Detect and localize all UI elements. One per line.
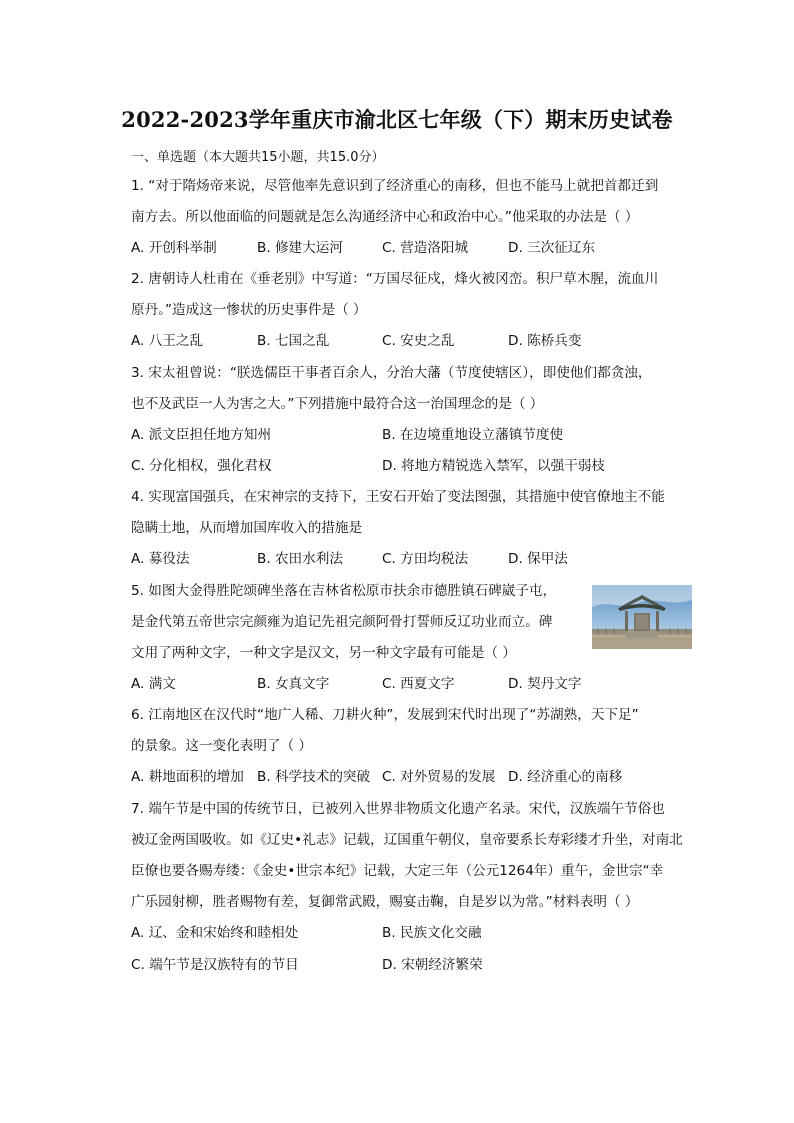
- q7-stem-line2: 被辽金两国吸收。如《辽史•礼志》记载，辽国重午朝仪，皇帝要系长寿彩缕才升坐，对南北: [131, 832, 683, 848]
- q1-option-c[interactable]: C. 营造洛阳城: [382, 240, 469, 256]
- q7-option-a[interactable]: A. 辽、金和宋始终和睦相处: [131, 925, 299, 941]
- section-heading: 一、单选题（本大题共15小题，共15.0分）: [131, 150, 385, 165]
- q2-stem-line1: 2. 唐朝诗人杜甫在《垂老别》中写道：“万国尽征戍，烽火被冈峦。积尸草木腥，流血川: [131, 271, 659, 287]
- exam-title: 2022-2023学年重庆市渝北区七年级（下）期末历史试卷: [121, 107, 673, 132]
- q3-option-d[interactable]: D. 将地方精锐选入禁军，以强干弱枝: [382, 458, 606, 474]
- q4-stem-line1: 4. 实现富国强兵，在宋神宗的支持下，王安石开始了变法图强，其措施中使官僚地主不能: [131, 489, 665, 505]
- q3-stem-line1: 3. 宋太祖曾说：“朕选儒臣干事者百余人，分治大藩（节度使辖区），即使他们都贪浊，: [131, 365, 652, 381]
- q5-stem-line2: 是金代第五帝世宗完颜雍为追记先祖完颜阿骨打誓师反辽功业而立。碑: [131, 614, 553, 630]
- q6-stem-line2: 的景象。这一变化表明了（ ）: [131, 738, 313, 754]
- q6-option-a[interactable]: A. 耕地面积的增加: [131, 769, 244, 785]
- q7-option-d[interactable]: D. 宋朝经济繁荣: [382, 957, 483, 973]
- q1-stem-line2: 南方去。所以他面临的问题就是怎么沟通经济中心和政治中心。”他采取的办法是（ ）: [131, 209, 639, 225]
- q3-option-a[interactable]: A. 派文臣担任地方知州: [131, 427, 272, 443]
- q5-option-b[interactable]: B. 女真文字: [257, 676, 330, 692]
- q2-option-b[interactable]: B. 七国之乱: [257, 333, 330, 349]
- q7-stem-line4: 广乐园射柳，胜者赐物有差，复御常武殿，赐宴击鞠，自是岁以为常。”材料表明（ ）: [131, 894, 639, 910]
- q3-option-b[interactable]: B. 在边境重地设立藩镇节度使: [382, 427, 564, 443]
- q1-option-b[interactable]: B. 修建大运河: [257, 240, 343, 256]
- q4-option-b[interactable]: B. 农田水利法: [257, 551, 343, 567]
- q6-option-c[interactable]: C. 对外贸易的发展: [382, 769, 496, 785]
- q4-stem-line2: 隐瞒土地，从而增加国库收入的措施是: [131, 520, 363, 536]
- q2-option-a[interactable]: A. 八王之乱: [131, 333, 204, 349]
- stele-pavilion-photo: [592, 585, 692, 649]
- q7-stem-line1: 7. 端午节是中国的传统节日，已被列入世界非物质文化遗产名录。宋代，汉族端午节俗也: [131, 801, 665, 817]
- q7-option-b[interactable]: B. 民族文化交融: [382, 925, 482, 941]
- q5-option-c[interactable]: C. 西夏文字: [382, 676, 455, 692]
- q1-stem-line1: 1. “对于隋炀帝来说，尽管他率先意识到了经济重心的南移，但也不能马上就把首都迁到: [131, 178, 659, 194]
- q5-option-d[interactable]: D. 契丹文字: [508, 676, 582, 692]
- q2-option-d[interactable]: D. 陈桥兵变: [508, 333, 582, 349]
- q6-option-b[interactable]: B. 科学技术的突破: [257, 769, 371, 785]
- q5-stem-line1: 5. 如图大金得胜陀颂碑坐落在吉林省松原市扶余市德胜镇石碑崴子屯，: [131, 583, 557, 599]
- q2-stem-line2: 原丹。”造成这一惨状的历史事件是（ ）: [131, 302, 367, 318]
- q3-stem-line2: 也不及武臣一人为害之大。”下列措施中最符合这一治国理念的是（ ）: [131, 396, 544, 412]
- q4-option-a[interactable]: A. 募役法: [131, 551, 190, 567]
- q3-option-c[interactable]: C. 分化相权，强化君权: [131, 458, 272, 474]
- q7-option-c[interactable]: C. 端午节是汉族特有的节目: [131, 957, 299, 973]
- q5-stem-line3: 文用了两种文字，一种文字是汉文，另一种文字最有可能是（ ）: [131, 645, 516, 661]
- q2-option-c[interactable]: C. 安史之乱: [382, 333, 455, 349]
- q1-option-d[interactable]: D. 三次征辽东: [508, 240, 596, 256]
- q1-option-a[interactable]: A. 开创科举制: [131, 240, 217, 256]
- q6-option-d[interactable]: D. 经济重心的南移: [508, 769, 623, 785]
- q6-stem-line1: 6. 江南地区在汉代时“地广人稀、刀耕火种”，发展到宋代时出现了“苏湖熟，天下足”: [131, 707, 639, 723]
- q7-stem-line3: 臣僚也要各赐寿缕：《金史•世宗本纪》记载，大定三年（公元1264年）重午，金世宗“幸: [131, 863, 664, 879]
- q4-option-c[interactable]: C. 方田均税法: [382, 551, 469, 567]
- q5-option-a[interactable]: A. 满文: [131, 676, 176, 692]
- q4-option-d[interactable]: D. 保甲法: [508, 551, 568, 567]
